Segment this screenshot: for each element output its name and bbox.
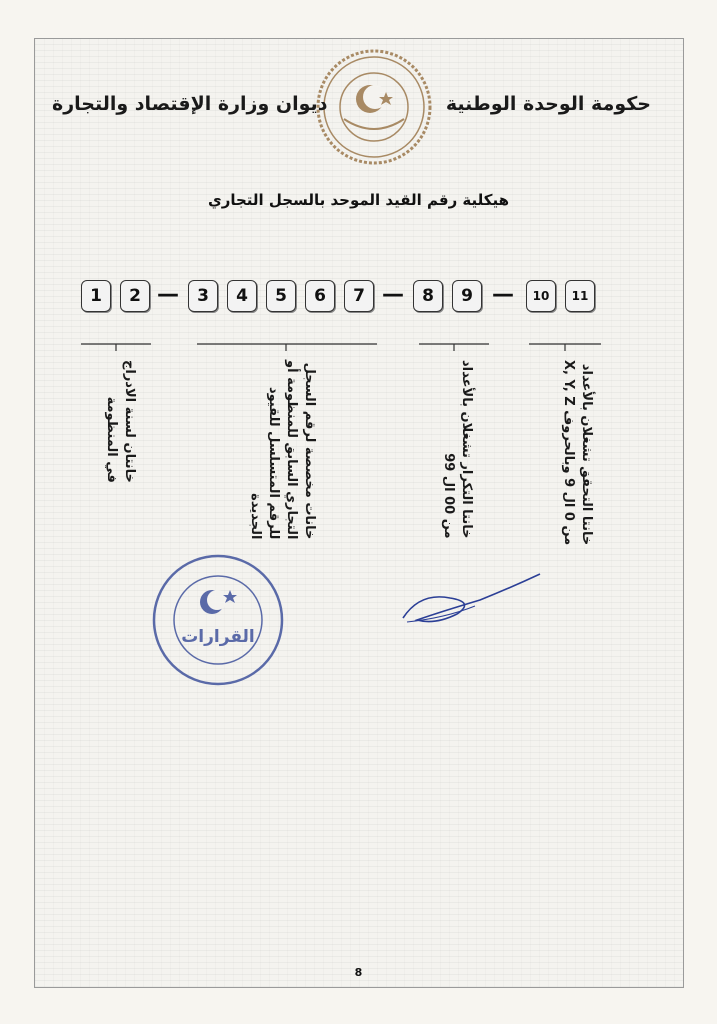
digit-box-9: 9 bbox=[452, 280, 482, 312]
separator-dash: — bbox=[157, 282, 179, 307]
page-number: 8 bbox=[354, 966, 363, 979]
ministry-name: ديوان وزارة الإقتصاد والتجارة bbox=[52, 93, 328, 115]
bracket-repetition bbox=[418, 335, 490, 355]
separator-dash: — bbox=[492, 282, 514, 307]
digit-box-4: 4 bbox=[227, 280, 257, 312]
official-stamp bbox=[148, 550, 288, 690]
document-title: هيكلية رقم القيد الموحد بالسجل التجاري bbox=[207, 191, 510, 209]
digit-box-10: 10 bbox=[526, 280, 556, 312]
bracket-check bbox=[528, 335, 602, 355]
bracket-registry bbox=[196, 335, 378, 355]
digit-box-2: 2 bbox=[120, 280, 150, 312]
column-year: خانتان لسنة الادراج في المنظومة bbox=[104, 360, 137, 483]
signature bbox=[395, 570, 545, 640]
bracket-year bbox=[80, 335, 152, 355]
column-registry: خانات مخصصة لرقم السجل التجاري السابق للمنظومة أو للرقم المتسلسل للقيود الجديدة bbox=[248, 360, 317, 540]
digit-box-6: 6 bbox=[305, 280, 335, 312]
digit-box-7: 7 bbox=[344, 280, 374, 312]
government-emblem bbox=[314, 47, 434, 167]
digit-box-11: 11 bbox=[565, 280, 595, 312]
digit-box-3: 3 bbox=[188, 280, 218, 312]
government-name: حكومة الوحدة الوطنية bbox=[445, 93, 651, 115]
digit-box-1: 1 bbox=[81, 280, 111, 312]
stamp-text: القرارات bbox=[181, 627, 255, 647]
digit-box-5: 5 bbox=[266, 280, 296, 312]
column-check: خانتا التحقق تشغلان بالأعداد من 0 ال 9 وبالحروف X, Y, Z bbox=[561, 360, 594, 546]
separator-dash: — bbox=[382, 282, 404, 307]
digit-box-8: 8 bbox=[413, 280, 443, 312]
column-repetition: خانتا التكرار تشغلان بالأعداد من 00 ال 99 bbox=[441, 360, 474, 539]
